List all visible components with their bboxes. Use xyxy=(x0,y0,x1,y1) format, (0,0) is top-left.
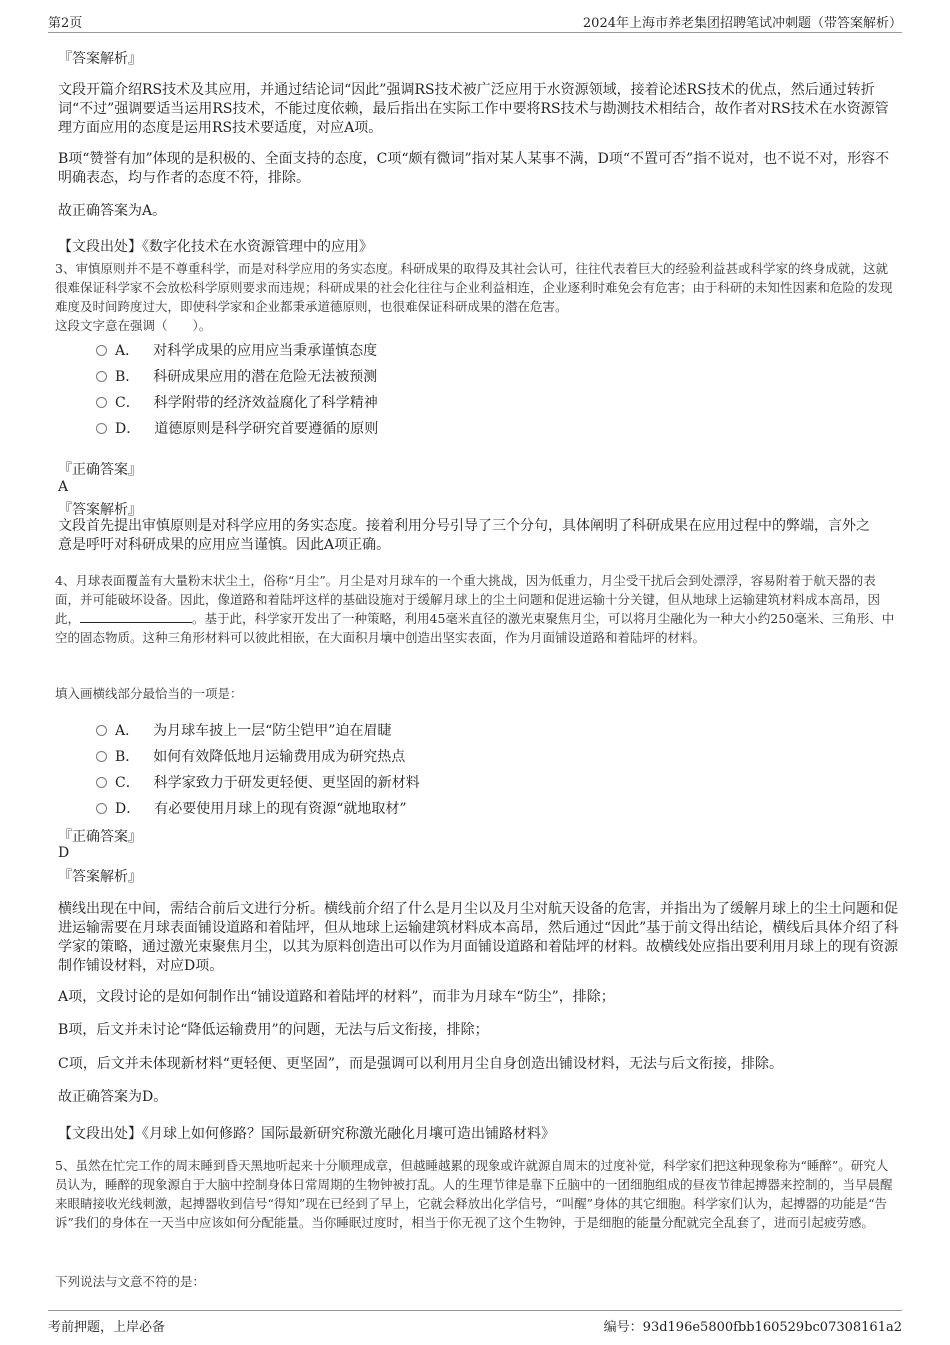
radio-icon[interactable] xyxy=(96,423,107,434)
q3-option-a[interactable]: A． 对科学成果的应用应当秉承谨慎态度 xyxy=(96,340,377,360)
page-number: 第2页 xyxy=(48,16,83,31)
q4-blank-line xyxy=(80,610,192,623)
page-header xyxy=(48,12,902,33)
radio-icon[interactable] xyxy=(96,371,107,382)
q3-option-b[interactable]: B． 科研成果应用的潜在危险无法被预测 xyxy=(96,366,377,386)
radio-icon[interactable] xyxy=(96,777,107,788)
q4-answer-label: 『正确答案』 xyxy=(58,829,142,845)
q4-answer: D xyxy=(58,845,70,861)
q3-prompt: 这段文字意在强调（ ）。 xyxy=(55,318,212,333)
radio-icon[interactable] xyxy=(96,751,107,762)
radio-icon[interactable] xyxy=(96,397,107,408)
q4-option-d[interactable]: D． 有必要使用月球上的现有资源“就地取材” xyxy=(96,798,407,818)
q3-option-c[interactable]: C． 科学附带的经济效益腐化了科学精神 xyxy=(96,392,378,412)
q3-analysis-label: 『答案解析』 xyxy=(58,502,142,518)
q3-analysis: 文段首先提出审慎原则是对科学应用的务实态度。接着利用分号引导了三个分句，具体阐明了科研成果在应用过程中的弊端，言外之意是呼吁对科研成果的应用应当谨慎。因此A项正确。 xyxy=(58,518,870,553)
q4-prompt: 填入画横线部分最恰当的一项是： xyxy=(55,686,243,701)
q3-answer: A xyxy=(58,479,69,495)
q4-stem: 4、月球表面覆盖有大量粉末状尘土，俗称“月尘”。月尘是对月球车的一个重大挑战，因为低重力，月尘受干扰后会到处漂浮，容易附着于航天器的表面，并可能破坏设备。因此，像道路和着陆坪这样的基础设施对于缓解月球上的尘土问题和促进运输十分关键，但从地球上运输建筑材料成本高昂，因此， 。基于此，科学家开发出了一种策略，利用45毫米直径的激光束聚焦月尘，可以将月尘融化为一种大小约250毫米、三角形、中空的固态物质。这种三角形材料可以彼此相嵌，在大面积月壤中创造出坚实表面，作为月面铺设道路和着陆坪的材料。 xyxy=(55,573,895,645)
radio-icon[interactable] xyxy=(96,725,107,736)
q2-analysis-label: 『答案解析』 xyxy=(58,51,142,67)
q4-analysis-paragraph-5: 故正确答案为D。 xyxy=(58,1089,168,1105)
footer-slogan: 考前押题，上岸必备 xyxy=(48,1320,166,1335)
q4-source: 【文段出处】《月球上如何修路？国际最新研究称激光融化月壤可造出铺路材料》 xyxy=(58,1126,555,1142)
radio-icon[interactable] xyxy=(96,803,107,814)
document-title: 2024年上海市养老集团招聘笔试冲刺题（带答案解析） xyxy=(582,16,902,31)
q5-prompt: 下列说法与文意不符的是： xyxy=(55,1274,206,1289)
q4-analysis-paragraph-4: C项，后文并未体现新材料“更轻便、更坚固”，而是强调可以利用月尘自身创造出铺设材料，无法与后文衔接，排除。 xyxy=(58,1056,784,1072)
document-code: 编号：93d196e5800fbb160529bc07308161a2 xyxy=(603,1320,902,1335)
q5-stem: 5、虽然在忙完工作的周末睡到昏天黑地听起来十分顺理成章，但越睡越累的现象或许就源自周末的过度补觉，科学家们把这种现象称为“睡醉”。研究人员认为，睡醉的现象源自于大脑中控制身体日常周期的生物钟被打乱。人的生理节律是靠下丘脑中的一团细胞组成的昼夜节律起搏器来控制的，当早晨醒来眼睛接收光线刺激，起搏器收到信号“得知”现在已经到了早上，它就会释放出化学信号，“叫醒”身体的其它细胞。科学家们认为，起搏器的功能是“告诉”我们的身体在一天当中应该如何分配能量。当你睡眠过度时，相当于你无视了这个生物钟，于是细胞的能量分配就完全乱套了，进而引起疲劳感。 xyxy=(55,1158,893,1230)
q4-analysis-paragraph-2: A项，文段讨论的是如何制作出“铺设道路和着陆坪的材料”，而非为月球车“防尘”，排除； xyxy=(58,989,615,1005)
radio-icon[interactable] xyxy=(96,345,107,356)
page-footer xyxy=(48,1310,902,1337)
q4-analysis-paragraph-3: B项，后文并未讨论“降低运输费用”的问题，无法与后文衔接，排除； xyxy=(58,1022,489,1038)
q4-analysis-label: 『答案解析』 xyxy=(58,869,142,885)
q3-answer-label: 『正确答案』 xyxy=(58,462,142,478)
q2-analysis-paragraph-2: B项“赞誉有加”体现的是积极的、全面支持的态度，C项“颇有微词”指对某人某事不满，D项“不置可否”指不说对，也不说不对，形容不明确表态，均与作者的态度不符，排除。 xyxy=(58,151,890,186)
q4-option-b[interactable]: B． 如何有效降低地月运输费用成为研究热点 xyxy=(96,746,405,766)
q4-analysis-paragraph-1: 横线出现在中间，需结合前后文进行分析。横线前介绍了什么是月尘以及月尘对航天设备的危害，并指出为了缓解月球上的尘土问题和促进运输需要在月球表面铺设道路和着陆坪，但从地球上运输建筑材料成本高昂，然后通过“因此”基于前文得出结论，横线后具体介绍了科学家的策略，通过激光束聚焦月尘，以其为原料创造出可以作为月面铺设道路和着陆坪的材料。故横线处应指出要利用月球上的现有资源制作铺设材料，对应D项。 xyxy=(58,901,899,974)
q2-source: 【文段出处】《数字化技术在水资源管理中的应用》 xyxy=(58,239,373,255)
q4-option-c[interactable]: C． 科学家致力于研发更轻便、更坚固的新材料 xyxy=(96,772,420,792)
q3-stem: 3、审慎原则并不是不尊重科学，而是对科学应用的务实态度。科研成果的取得及其社会认可，往往代表着巨大的经验利益甚或科学家的终身成就，这就很难保证科学家不会放松科学原则要求而违规；科研成果的社会化往往与企业利益相连，企业逐利时难免会有危害；由于科研的未知性因素和危险的发现难度及时间跨度过大，即使科学家和企业都秉承道德原则，也很难保证科研成果的潜在危害。 xyxy=(55,261,893,314)
q4-option-a[interactable]: A． 为月球车披上一层“防尘铠甲”迫在眉睫 xyxy=(96,720,391,740)
q2-analysis-paragraph-3: 故正确答案为A。 xyxy=(58,203,167,219)
q2-analysis-paragraph-1: 文段开篇介绍RS技术及其应用，并通过结论词“因此”强调RS技术被广泛应用于水资源领域，接着论述RS技术的优点，然后通过转折词“不过”强调要适当运用RS技术，不能过度依赖，最后指出在实际工作中要将RS技术与勘测技术相结合，故作者对RS技术在水资源管理方面应用的态度是运用RS技术要适度，对应A项。 xyxy=(58,82,889,136)
q3-option-d[interactable]: D． 道德原则是科学研究首要遵循的原则 xyxy=(96,418,378,438)
